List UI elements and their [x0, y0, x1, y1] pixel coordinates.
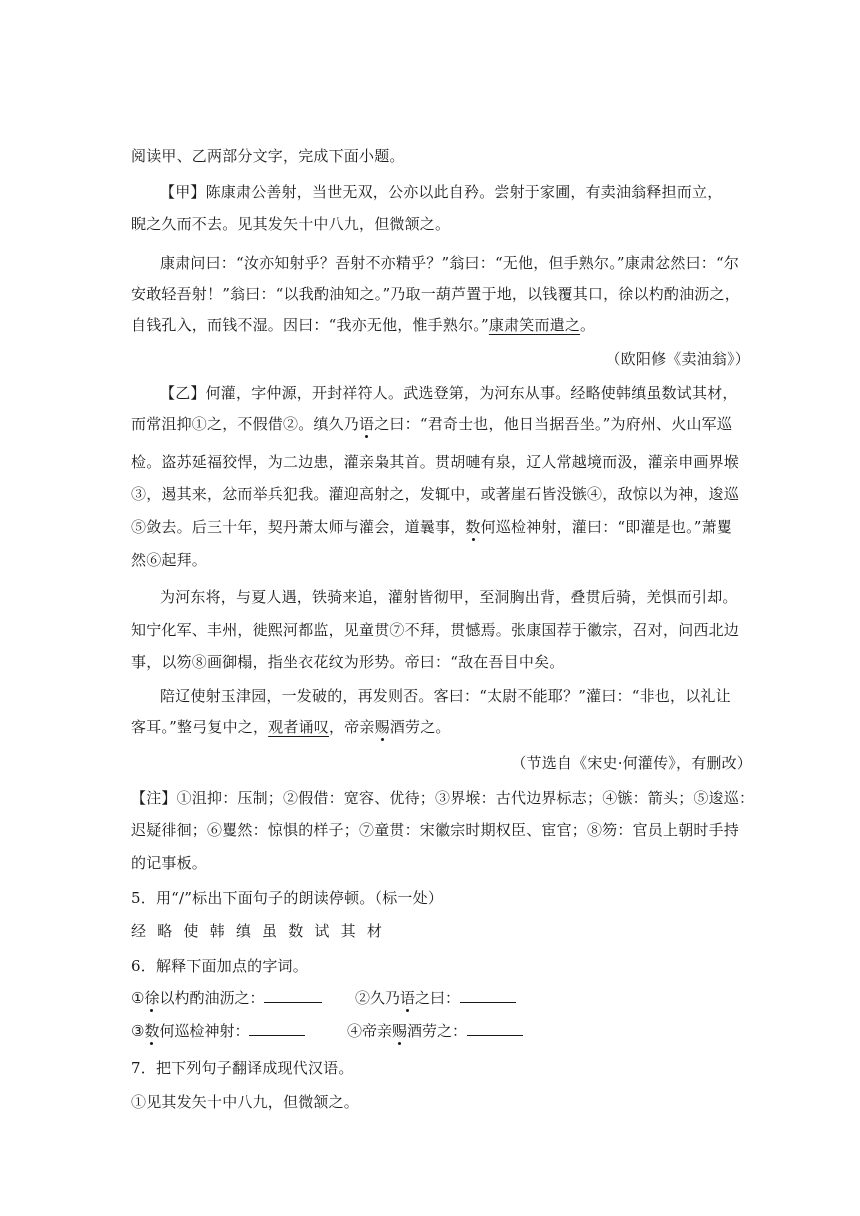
notes-line-2: 迟疑徘徊；⑥矍然：惊惧的样子；⑦童贯：宋徽宗时期权臣、宦官；⑧笏：官员上朝时手持 — [131, 821, 740, 839]
yi-line-7: 为河东将，与夏人遇，铁骑来追，灌射皆彻甲，至洞胸出背，叠贯后骑，羌惧而引却。 — [160, 588, 738, 606]
q6-item-4-text: 酒劳之： — [407, 1022, 468, 1040]
q6-item-1-prefix: ① — [131, 989, 145, 1007]
q5-char: 虽 — [262, 922, 278, 940]
underlined-phrase: 康肃笑而遣之 — [488, 316, 581, 334]
yi-line-11-mid: ，帝亲 — [328, 718, 375, 736]
answer-blank[interactable] — [264, 988, 322, 1003]
q6-item-2-text: 之曰： — [415, 989, 461, 1007]
q6-item-4 — [347, 1021, 523, 1041]
answer-blank[interactable] — [460, 988, 516, 1003]
q6-item-2-prefix: ②久乃 — [355, 989, 401, 1007]
jia-line-5-text: 自钱孔入，而钱不湿。因曰：“我亦无他，惟手熟尔。” — [131, 316, 489, 334]
jia-line-3: 康肃问曰：“汝亦知射乎？吾射不亦精乎？”翁曰：“无他，但手熟尔。”康肃忿然曰：“尔 — [160, 254, 740, 272]
dotted-char: 赐 — [374, 718, 390, 736]
q5-char: 缜 — [235, 922, 252, 940]
yi-line-10: 陪辽使射玉津园，一发破的，再发则否。客曰：“太尉不能耶？”灌曰：“非也，以礼让 — [160, 687, 731, 705]
q5-char: 略 — [157, 922, 173, 940]
jia-source: （欧阳修《卖油翁》） — [605, 350, 750, 368]
q6-item-3 — [131, 1021, 305, 1041]
yi-line-11-end: 酒劳之。 — [389, 718, 451, 736]
jia-line-5-end: 。 — [580, 316, 596, 334]
jia-line-1: 【甲】陈康肃公善射，当世无双，公亦以此自矜。尝射于家圃，有卖油翁释担而立， — [160, 183, 723, 201]
dotted-char: 语 — [400, 989, 416, 1007]
q6-item-1-text: 以杓酌油沥之： — [159, 989, 265, 1007]
q7-item-1: ①见其发矢十中八九，但微颔之。 — [131, 1093, 360, 1111]
q5-char: 试 — [314, 922, 330, 940]
yi-line-2-rest: 之曰：“君奇士也，他日当据吾坐。”为府州、火山军巡 — [374, 415, 733, 433]
notes-line-1: 【注】①沮抑：压制；②假借：宽容、优待；③界堠：古代边界标志；④镞：箭头；⑤逡巡： — [131, 789, 755, 807]
dotted-char: 语 — [359, 415, 375, 433]
q5-char: 其 — [340, 922, 356, 940]
yi-line-8: 知宁化军、丰州，徙熙河都监，见童贯⑦不拜，贯憾焉。张康国荐于徽宗，召对，问西北边 — [131, 621, 740, 639]
yi-line-6: 然⑥起拜。 — [131, 551, 208, 569]
yi-line-3: 检。盗苏延福狡悍，为二边患，灌亲枭其首。贯胡嗹有泉，辽人常越境而汲，灌亲申画界堠 — [131, 453, 740, 471]
q5-char: 数 — [288, 922, 304, 940]
intro-line: 阅读甲、乙两部分文字，完成下面小题。 — [131, 147, 405, 165]
yi-line-5-text: ⑤敛去。后三十年，契丹萧太师与灌会，道曩事， — [131, 518, 466, 536]
dotted-char: 数 — [144, 1022, 160, 1040]
answer-blank[interactable] — [249, 1021, 305, 1036]
jia-line-5 — [131, 315, 595, 335]
underlined-phrase: 观者诵叹 — [268, 718, 329, 736]
jia-line-4: 安敢轻吾射！”翁曰：“以我酌油知之。”乃取一葫芦置于地，以钱覆其口，徐以杓酌油沥之， — [131, 285, 740, 303]
q7-title: 7．把下列句子翻译成现代汉语。 — [131, 1059, 354, 1077]
q6-item-3-text: 何巡检神射： — [159, 1022, 250, 1040]
q5-char: 韩 — [209, 922, 225, 940]
q6-item-3-prefix: ③ — [131, 1022, 145, 1040]
q5-char: 使 — [183, 922, 199, 940]
answer-blank[interactable] — [467, 1021, 523, 1036]
yi-line-5 — [131, 517, 732, 537]
yi-line-2 — [131, 414, 732, 434]
q6-item-4-prefix: ④帝亲 — [347, 1022, 393, 1040]
jia-line-2: 睨之久而不去。见其发矢十中八九，但微颔之。 — [131, 215, 451, 233]
yi-line-4: ③，遏其来，忿而举兵犯我。灌迎高射之，发辄中，或著崖石皆没镞④，敌惊以为神，逡巡 — [131, 485, 740, 503]
yi-line-2-text: 而常沮抑①之，不假借②。缜久乃 — [131, 415, 360, 433]
q6-title: 6．解释下面加点的字词。 — [131, 957, 308, 975]
yi-line-5-rest: 何巡检神射，灌曰：“即灌是也。”萧矍 — [480, 518, 733, 536]
yi-line-1: 【乙】何灌，字仲源，开封祥符人。武选登第，为河东从事。经略使韩缜虽数试其材， — [160, 384, 738, 402]
dotted-char: 数 — [465, 518, 481, 536]
notes-line-3: 的记事板。 — [131, 854, 208, 872]
yi-line-11 — [131, 717, 451, 737]
q5-title: 5．用“/”标出下面句子的朗读停顿。（标一处） — [131, 889, 444, 907]
q5-char: 材 — [366, 922, 383, 940]
q5-sentence[interactable] — [131, 921, 393, 941]
yi-line-9: 事，以笏⑧画御榻，指坐衣花纹为形势。帝曰：“敌在吾目中矣。 — [131, 653, 565, 671]
q6-item-2 — [355, 988, 516, 1008]
q6-item-1 — [131, 988, 322, 1008]
q5-char: 经 — [131, 922, 147, 940]
yi-source: （节选自《宋史·何灌传》，有删改） — [511, 754, 752, 772]
dotted-char: 徐 — [144, 989, 160, 1007]
yi-line-11-text: 客耳。”整弓复中之， — [131, 718, 269, 736]
dotted-char: 赐 — [392, 1022, 408, 1040]
